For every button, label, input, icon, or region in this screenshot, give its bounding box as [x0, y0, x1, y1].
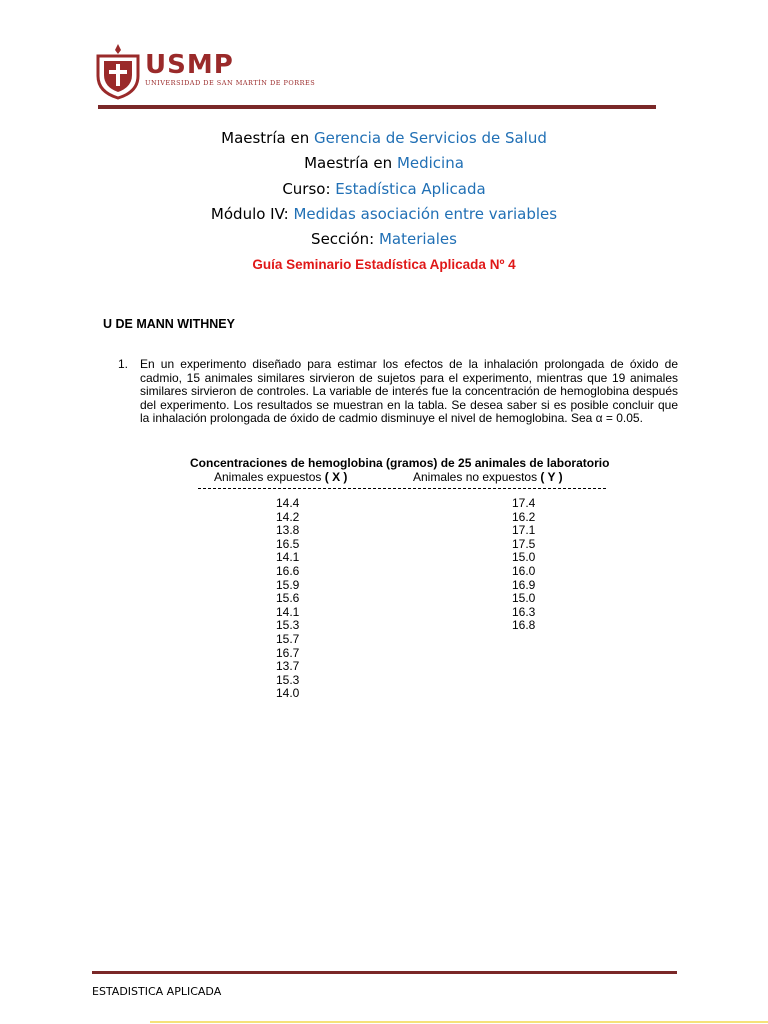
x-value-cell: 15.3 [276, 618, 300, 633]
heading-line-1 [0, 128, 768, 148]
x-value-cell: 15.3 [276, 672, 300, 687]
x-value-cell: 13.8 [276, 523, 300, 538]
heading-value: Materiales [378, 230, 457, 248]
heading-value: Medidas asociación entre variables [293, 205, 558, 223]
heading-line-5 [0, 229, 768, 249]
x-value-cell: 16.6 [276, 563, 300, 578]
heading-label: Curso: [282, 180, 336, 198]
column-header-x-label: Animales expuestos [214, 470, 325, 484]
heading-value: Estadística Aplicada [335, 180, 486, 198]
logo-text: USMP [145, 50, 234, 80]
x-value-cell: 16.5 [276, 536, 300, 551]
guide-title: Guía Seminario Estadística Aplicada Nº 4 [252, 257, 516, 272]
section-heading: U DE MANN WITHNEY [103, 317, 235, 331]
y-value-cell: 17.1 [512, 523, 536, 538]
problem-item [118, 358, 678, 426]
y-value-cell: 16.0 [512, 563, 536, 578]
problem-number: 1. [118, 357, 129, 371]
footer-accent-line [150, 1021, 768, 1023]
x-value-cell: 15.9 [276, 577, 300, 592]
usmp-logo [95, 42, 316, 102]
x-value-cell: 15.7 [276, 631, 300, 646]
y-value-cell: 15.0 [512, 550, 536, 565]
heading-value: Medicina [396, 154, 464, 172]
y-value-cell: 16.9 [512, 577, 536, 592]
table-divider [198, 488, 606, 489]
y-value-cell: 16.2 [512, 509, 536, 524]
column-header-y-label: Animales no expuestos [413, 470, 541, 484]
x-value-cell: 14.1 [276, 604, 300, 619]
x-value-cell: 15.6 [276, 591, 300, 606]
header-rule [98, 105, 656, 109]
heading-line-3 [0, 179, 768, 199]
table-caption: Concentraciones de hemoglobina (gramos) de 25 animales de laboratorio [190, 456, 610, 470]
logo-subtext: UNIVERSIDAD DE SAN MARTÍN DE PORRES [145, 79, 316, 87]
x-value-cell: 14.4 [276, 496, 300, 510]
y-value-cell: 16.3 [512, 604, 536, 619]
column-header-y-symbol: ( Y ) [540, 470, 563, 484]
column-x-values [276, 497, 299, 701]
heading-label: Maestría en [221, 129, 314, 147]
column-header-x [214, 470, 347, 484]
y-value-cell: 17.5 [512, 536, 536, 551]
x-value-cell: 16.7 [276, 645, 300, 660]
x-value-cell: 14.2 [276, 509, 300, 524]
x-value-cell: 13.7 [276, 659, 300, 674]
column-header-y [413, 470, 563, 484]
footer-rule [92, 971, 677, 974]
heading-label: Módulo IV: [210, 205, 294, 223]
problem-text: En un experimento diseñado para estimar los efectos de la inhalación prolongada de óxido de cadmio, 15 animales similares sirvieron de sujetos para el experimento, mientras que 19 animales similares sirvieron de controles. La variable de interés fue la concentración de hemoglobina después del experimento. Los resultados se muestran en la tabla. Se desea saber si es posible concluir que la inhalación prolongada de óxido de cadmio disminuye el nivel de hemoglobina. Sea α = 0.05. [140, 357, 678, 426]
heading-label: Maestría en [304, 154, 397, 172]
x-value-cell: 14.1 [276, 550, 300, 565]
y-value-cell: 15.0 [512, 591, 536, 606]
heading-label: Sección: [311, 230, 379, 248]
heading-line-2 [0, 153, 768, 173]
heading-line-4 [0, 204, 768, 224]
footer-text: ESTADISTICA APLICADA [92, 985, 222, 998]
university-crest-icon [95, 42, 141, 100]
y-value-cell: 17.4 [512, 496, 536, 510]
x-value-cell: 14.0 [276, 686, 300, 701]
column-header-x-symbol: ( X ) [324, 470, 348, 484]
heading-value: Gerencia de Servicios de Salud [313, 129, 547, 147]
y-value-cell: 16.8 [512, 618, 536, 633]
column-y-values [512, 497, 535, 633]
